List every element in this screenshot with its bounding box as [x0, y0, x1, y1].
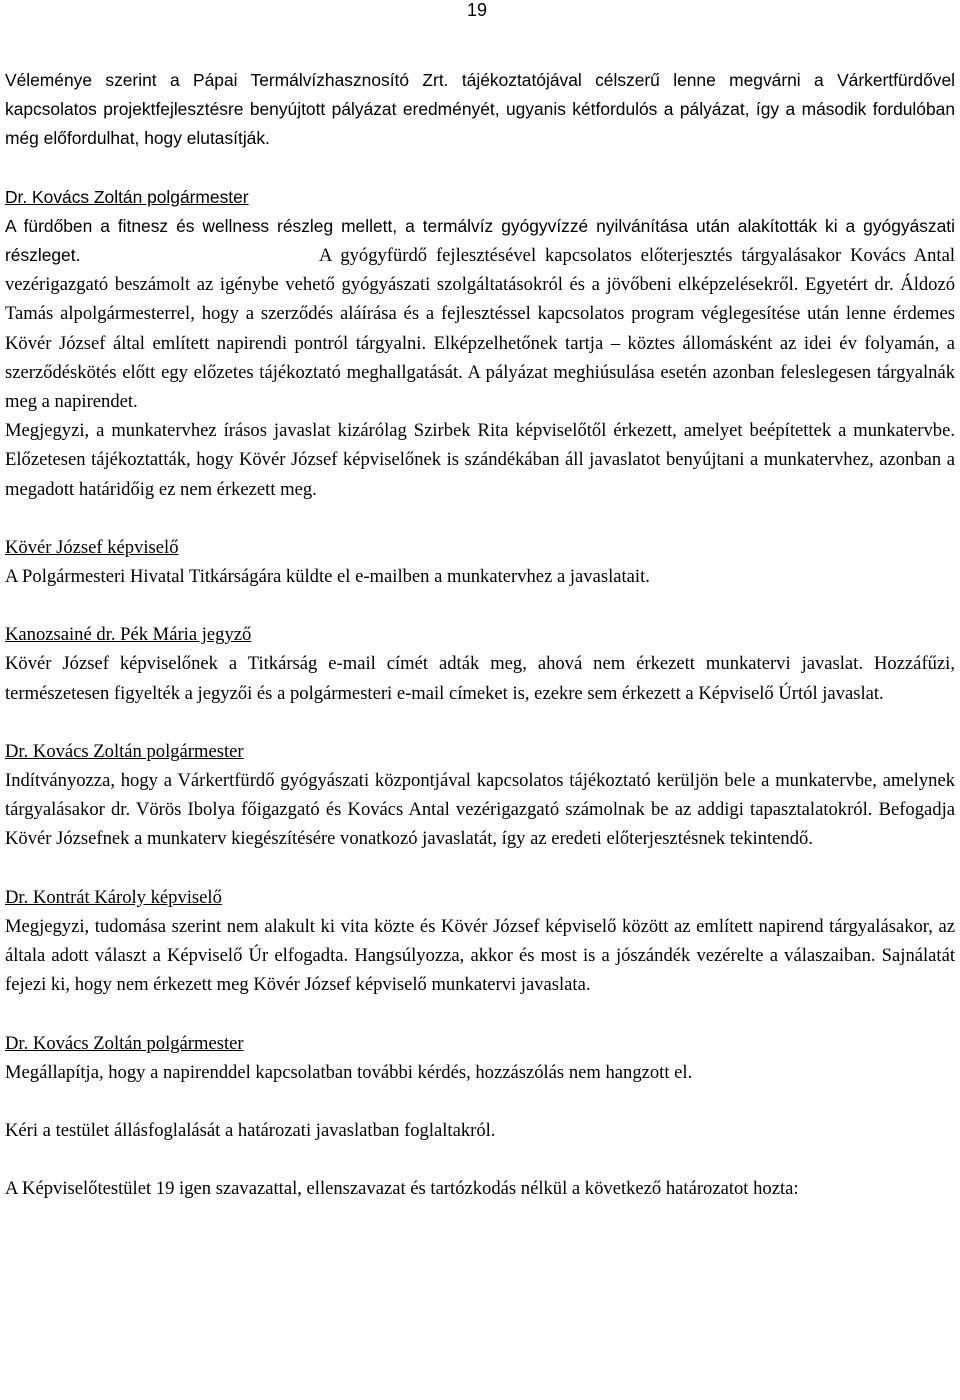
speaker-name: Dr. Kovács Zoltán polgármester	[5, 1032, 244, 1054]
speech-block-kontrat	[5, 883, 955, 1000]
speech-text-3: Megjegyzi, a munkatervhez írásos javaslat kizárólag Szirbek Rita képviselőtől érkezett, amelyet beépítettek a munkatervbe. Előzetesen tájékoztatták, hogy Kövér József képviselőnek is szándékában áll javaslatot benyújtani a munkatervhez, azonban a megadott határidőig ez nem érkezett meg.	[5, 420, 955, 500]
speech-text: Kövér József képviselőnek a Titkárság e-mail címét adták meg, ahová nem érkezett munkatervi javaslat. Hozzáfűzi, természetesen figyelték a jegyzői és a polgármesteri e-mail címeket is, ezekre sem érkezett a Képviselő Úrtól javaslat.	[5, 653, 955, 704]
speech-text: A Polgármesteri Hivatal Titkárságára küldte el e-mailben a munkatervhez a javaslatait.	[5, 566, 650, 588]
page-number	[0, 0, 960, 24]
speech-text: Indítványozza, hogy a Várkertfürdő gyógyászati központjával kapcsolatos tájékoztató kerüljön bele a munkatervbe, amelynek tárgyalásakor dr. Vörös Ibolya főigazgató és Kovács Antal vezérigazgató számolnak be az addigi tapasztalatokról. Befogadja Kövér Józsefnek a munkaterv kiegészítésére vonatkozó javaslatát, így az eredeti előterjesztésnek tekintendő.	[5, 770, 955, 850]
speech-text: Megállapítja, hogy a napirenddel kapcsolatban további kérdés, hozzászólás nem hangzott el.	[5, 1061, 693, 1083]
speaker-name: Dr. Kontrát Károly képviselő	[5, 886, 222, 908]
speech-text-2: A gyógyfürdő fejlesztésével kapcsolatos előterjesztés tárgyalásakor Kovács Antal vezérigazgató beszámolt az igénybe vehető gyógyászati szolgáltatásokról és a jövőbeni elképzelésekről. Egyetért dr. Áldozó Tamás alpolgármesterrel, hogy a szerződés aláírása és a fejlesztéssel kapcsolatos program véglegesítése után lenne érdemes Kövér József által említett napirendi pontról tárgyalni. Elképzelhetőnek tartja – köztes állomásként az idei év folyamán, a szerződéskötés előtt egy előzetes tájékoztató meghallgatását. A pályázat meghiúsulása esetén azonban feleslegesen tárgyalnák meg a napirendet.	[5, 245, 955, 413]
speech-continuation	[5, 241, 955, 416]
page-number-text: 19	[467, 0, 488, 20]
speech-block-kover	[5, 533, 955, 591]
paragraph-resolution: A Képviselőtestület 19 igen szavazattal, ellenszavazat és tartózkodás nélkül a következő határozatot hozta:	[5, 1178, 799, 1200]
speaker-name: Kanozsainé dr. Pék Mária jegyző	[5, 624, 252, 646]
speaker-name: Dr. Kovács Zoltán polgármester	[5, 186, 249, 207]
speech-block-polgarmester-2	[5, 737, 955, 854]
speech-text: A fürdőben a fitnesz és wellness részleg mellett, a termálvíz gyógyvízzé nyilvánítása után alakították ki a gyógyászati részleget.	[5, 215, 955, 266]
speaker-name: Dr. Kovács Zoltán polgármester	[5, 740, 244, 762]
speech-block-jegyzo	[5, 620, 955, 708]
speech-block-polgarmester-3	[5, 1029, 955, 1087]
paragraph-voting-request: Kéri a testület állásfoglalását a határozati javaslatban foglaltakról.	[5, 1119, 496, 1141]
speaker-name: Kövér József képviselő	[5, 536, 179, 558]
paragraph-intro: Véleménye szerint a Pápai Termálvízhasznosító Zrt. tájékoztatójával célszerű lenne megvárni a Várkertfürdővel kapcsolatos projektfejlesztésre benyújtott pályázat eredményét, ugyanis kétfordulós a pályázat, így a második fordulóban még előfordulhat, hogy elutasítják.	[5, 70, 955, 149]
speech-text: Megjegyzi, tudomása szerint nem alakult ki vita közte és Kövér József képviselő között az említett napirend tárgyalásakor, az általa adott választ a Képviselő Úr elfogadta. Hangsúlyozza, akkor és most is a jószándék vezérelte a válaszaiban. Sajnálatát fejezi ki, hogy nem érkezett meg Kövér József képviselő munkatervi javaslata.	[5, 915, 955, 996]
document-body	[5, 66, 955, 1203]
